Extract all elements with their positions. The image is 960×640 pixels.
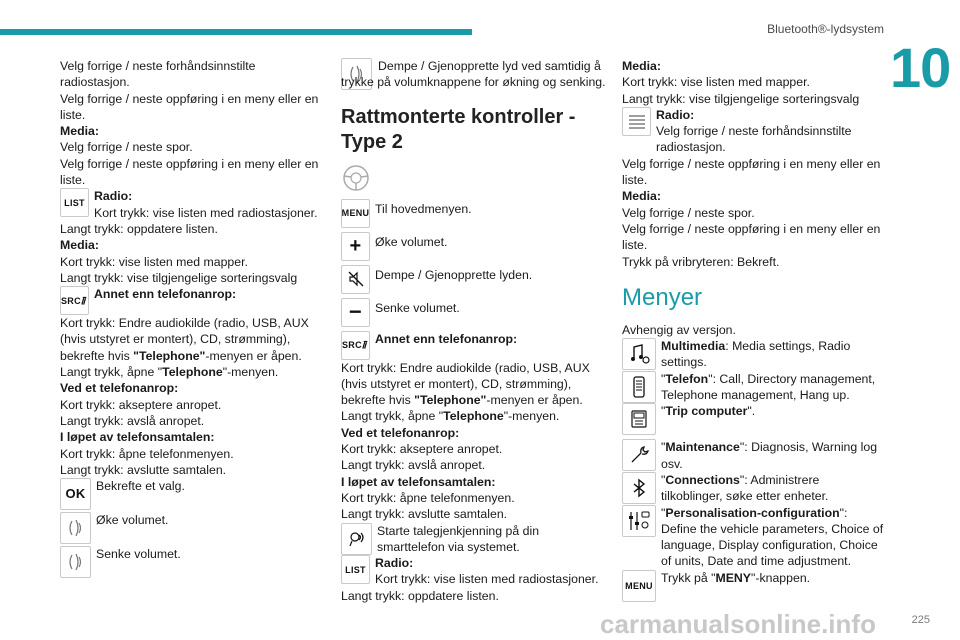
src-phone-icon: SRC xyxy=(341,331,370,360)
section-title: Bluetooth®-lydsystem xyxy=(767,22,884,36)
incoming-long: Langt trykk: avslå anropet. xyxy=(60,413,205,428)
incoming-long: Langt trykk: avslå anropet. xyxy=(341,458,486,473)
volume-up-row xyxy=(341,232,606,261)
bluetooth-icon xyxy=(622,472,656,504)
ok-button-row xyxy=(60,478,325,510)
menu-press-text: Trykk på "MENY"-knappen. xyxy=(661,570,811,585)
column-3 xyxy=(622,58,884,602)
media-long: Langt trykk: vise tilgjengelige sorteringsvalg xyxy=(60,270,298,285)
incoming-label: Ved et telefonanrop: xyxy=(341,425,460,440)
volume-up-row xyxy=(60,512,325,544)
media-label: Media: xyxy=(622,59,661,73)
paragraph: Velg forrige / neste forhåndsinnstilte radiostasjon. xyxy=(60,59,256,90)
media-text-2: Velg forrige / neste oppføring i en meny eller en liste. xyxy=(622,221,881,253)
incoming-short: Kort trykk: akseptere anropet. xyxy=(341,442,503,457)
volume-down-thumbwheel-icon xyxy=(60,546,91,578)
volume-up-thumbwheel-icon xyxy=(60,512,91,544)
radio-label: Radio: xyxy=(375,556,414,571)
menu-item-text: "Trip computer". xyxy=(661,404,756,419)
menu-item-trip xyxy=(622,403,884,435)
menu-item-connections xyxy=(622,472,884,505)
menu-item-text: "Personalisation-configuration": Define the vehicle parameters, Choice of language, Display configuration, Choice of units, Date and time adjustment. xyxy=(661,505,884,569)
menu-item-multimedia xyxy=(622,338,884,371)
other-call-text: Kort trykk: Endre audiokilde (radio, USB, AUX (hvis utstyret er montert), CD, strømming), bekrefte hvis "Telephone"-menyen er åpen. xyxy=(341,360,590,408)
menu-item-text: "Maintenance": Diagnosis, Warning log osv. xyxy=(661,440,878,471)
mute-icon xyxy=(341,265,370,294)
wrench-icon xyxy=(622,439,656,471)
other-call-label: Annet enn telefonanrop: xyxy=(375,331,518,346)
volume-up-text: Øke volumet. xyxy=(375,234,448,249)
column-1 xyxy=(60,58,325,578)
steering-wheel-icon xyxy=(341,163,371,193)
incoming-label: Ved et telefonanrop: xyxy=(60,381,179,396)
list-button-icon: LIST xyxy=(341,555,370,584)
volume-down-row xyxy=(60,546,325,578)
media-label: Media: xyxy=(622,189,661,204)
list-button-icon: LIST xyxy=(60,188,89,217)
long-press-text: Langt trykk, åpne "Telephone"-menyen. xyxy=(341,409,560,424)
radio-text-2: Velg forrige / neste oppføring i en meny eller en liste. xyxy=(622,156,881,188)
mute-text-2: Dempe / Gjenopprette lyden. xyxy=(375,267,533,282)
menu-item-telefon xyxy=(622,371,884,404)
radio-long: Langt trykk: oppdatere listen. xyxy=(60,221,218,236)
during-label: I løpet av telefonsamtalen: xyxy=(60,430,215,445)
during-long: Langt trykk: avslutte samtalen. xyxy=(341,507,508,522)
column-2 xyxy=(341,58,606,604)
media-label: Media: xyxy=(60,238,99,253)
confirm-text: Trykk på vribryteren: Bekreft. xyxy=(622,254,780,269)
voice-text: Starte talegjenkjenning på din smarttelefon via systemet. xyxy=(377,523,540,554)
menu-item-text: "Telefon": Call, Directory management, Telephone management, Hang up. xyxy=(661,371,876,403)
multimedia-icon xyxy=(622,338,656,370)
menu-button-icon: MENU xyxy=(622,570,656,602)
section-heading: Rattmonterte kontroller - Type 2 xyxy=(341,105,576,153)
menu-button-row xyxy=(622,570,884,602)
src-button-row xyxy=(341,331,606,360)
ok-button-icon: OK xyxy=(60,478,91,510)
menu-button-icon: MENU xyxy=(341,199,370,228)
menu-row xyxy=(341,199,606,228)
mute-row xyxy=(341,265,606,294)
paragraph: Velg forrige / neste oppføring i en meny eller en liste. xyxy=(60,156,319,188)
paragraph: Velg forrige / neste spor. xyxy=(60,140,193,155)
volume-down-text: Senke volumet. xyxy=(96,547,181,562)
media-long: Langt trykk: vise tilgjengelige sorteringsvalg xyxy=(622,91,860,106)
radio-short: Kort trykk: vise listen med radiostasjoner. xyxy=(375,572,599,587)
rotary-knob-icon xyxy=(622,107,651,136)
page-number: 225 xyxy=(911,614,930,626)
menu-item-text: "Connections": Administrere tilkoblinger, søke etter enheter. xyxy=(661,472,829,504)
volume-down-text: Senke volumet. xyxy=(375,300,460,315)
list-button-row xyxy=(60,188,325,221)
during-short: Kort trykk: åpne telefonmenyen. xyxy=(341,490,515,505)
media-short: Kort trykk: vise listen med mapper. xyxy=(622,75,810,90)
mute-text: Dempe / Gjenopprette lyd ved samtidig å trykke på volumknappene for økning og senking. xyxy=(341,59,606,90)
menu-item-text: Multimedia: Media settings, Radio settings. xyxy=(661,339,851,370)
menu-item-personalisation xyxy=(622,505,884,570)
phone-icon xyxy=(622,371,656,403)
section-heading: Menyer xyxy=(622,283,703,311)
radio-short: Kort trykk: vise listen med radiostasjoner. xyxy=(94,205,318,220)
chapter-number: 10 xyxy=(890,36,951,99)
media-label: Media: xyxy=(60,124,99,139)
depends-text: Avhengig av versjon. xyxy=(622,322,736,337)
radio-text: Velg forrige / neste forhåndsinnstilte radiostasjon. xyxy=(656,124,852,155)
incoming-short: Kort trykk: akseptere anropet. xyxy=(60,397,222,412)
rotary-row xyxy=(622,107,884,156)
minus-icon: − xyxy=(341,298,370,327)
list-button-row xyxy=(341,555,606,588)
voice-row xyxy=(341,523,606,556)
ok-text: Bekrefte et valg. xyxy=(96,479,185,494)
radio-label: Radio: xyxy=(94,189,133,204)
media-text: Velg forrige / neste spor. xyxy=(622,205,755,220)
radio-long: Langt trykk: oppdatere listen. xyxy=(341,588,499,603)
src-button-row xyxy=(60,286,325,315)
plus-icon: + xyxy=(341,232,370,261)
media-short: Kort trykk: vise listen med mapper. xyxy=(60,254,248,269)
settings-sliders-icon xyxy=(622,505,656,537)
during-label: I løpet av telefonsamtalen: xyxy=(341,474,496,489)
during-short: Kort trykk: åpne telefonmenyen. xyxy=(60,446,234,461)
during-long: Langt trykk: avslutte samtalen. xyxy=(60,462,227,477)
menu-text: Til hovedmenyen. xyxy=(375,201,472,216)
header-accent-bar xyxy=(0,29,472,35)
watermark: carmanualsonline.info xyxy=(600,609,876,639)
src-phone-icon: SRC xyxy=(60,286,89,315)
other-call-label: Annet enn telefonanrop: xyxy=(94,287,237,302)
volume-down-row xyxy=(341,298,606,327)
radio-label: Radio: xyxy=(656,107,695,122)
trip-computer-icon xyxy=(622,403,656,435)
long-press-text: Langt trykk, åpne "Telephone"-menyen. xyxy=(60,365,279,380)
menu-item-maintenance xyxy=(622,439,884,472)
voice-command-icon xyxy=(341,523,372,555)
volume-up-text: Øke volumet. xyxy=(96,513,169,528)
paragraph: Velg forrige / neste oppføring i en meny eller en liste. xyxy=(60,91,319,122)
other-call-text: Kort trykk: Endre audiokilde (radio, USB, AUX (hvis utstyret er montert), CD, strømming), bekrefte hvis "Telephone"-menyen er åpen. xyxy=(60,316,309,363)
